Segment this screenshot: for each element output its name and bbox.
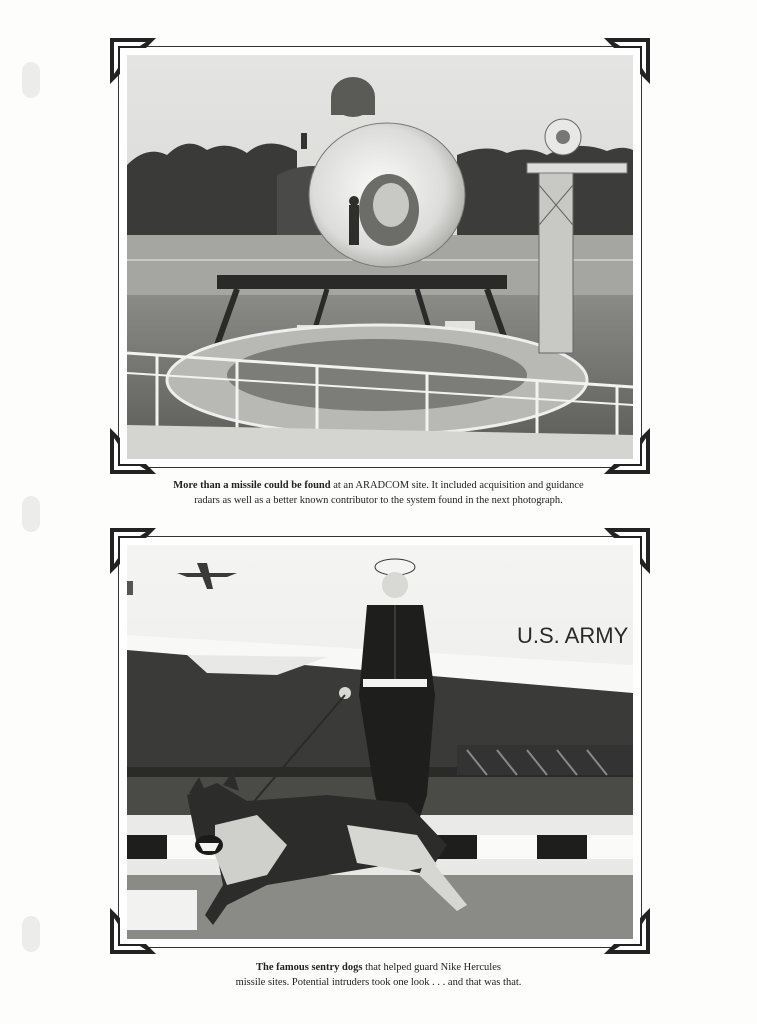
caption-2-line-1	[0, 960, 757, 975]
photo-corner-top-right	[604, 528, 650, 574]
caption-1-line-1-rest: at an ARADCOM site. It included acquisition and guidance	[330, 480, 584, 491]
caption-2-bold: The famous sentry dogs	[256, 962, 363, 973]
photo-corner-top-left	[110, 38, 156, 84]
radar-photo-caption	[0, 478, 757, 508]
radar-site-image	[127, 55, 633, 459]
photo-corner-bottom-right	[604, 908, 650, 954]
caption-2-line-1-rest: that helped guard Nike Hercules	[362, 962, 501, 973]
photo-corner-top-right	[604, 38, 650, 84]
photo-corner-bottom-right	[604, 428, 650, 474]
radar-photo-frame	[118, 46, 642, 468]
caption-1-bold: More than a missile could be found	[173, 480, 331, 491]
photo-corner-top-left	[110, 528, 156, 574]
sentry-dog-image	[127, 545, 633, 939]
caption-2-line-2: missile sites. Potential intruders took one look . . . and that was that.	[235, 977, 522, 988]
photo-corner-bottom-left	[110, 908, 156, 954]
caption-1-line-1	[0, 478, 757, 493]
radar-photo	[127, 55, 633, 459]
sentry-photo-caption	[0, 960, 757, 990]
binder-hole-bottom	[22, 916, 40, 952]
caption-1-line-2: radars as well as a better known contributor to the system found in the next photograph.	[194, 495, 563, 506]
sentry-photo-frame	[118, 536, 642, 948]
sentry-photo	[127, 545, 633, 939]
missile-marking-text: U.S. ARMY	[517, 623, 629, 648]
photo-corner-bottom-left	[110, 428, 156, 474]
binder-hole-top	[22, 62, 40, 98]
